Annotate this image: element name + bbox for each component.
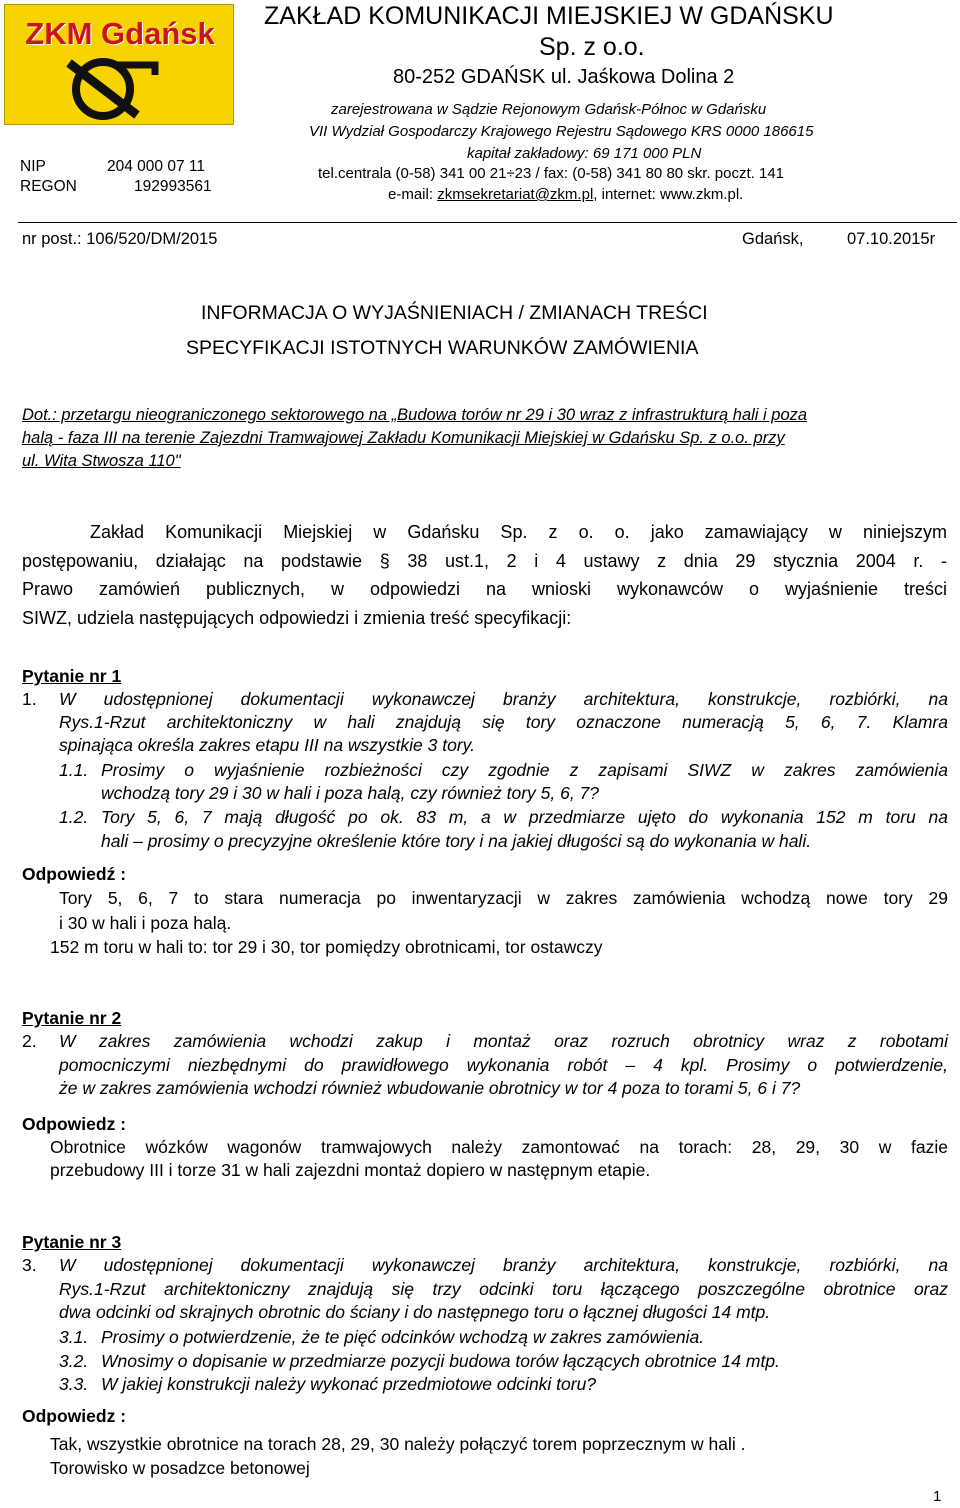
email-label: e-mail: [388, 186, 438, 203]
answer-2-line-1: Obrotnice wózków wagonów tramwajowych należy zamontować na torach: 28, 29, 30 w fazie [50, 1137, 948, 1157]
regon-value: 192993561 [134, 178, 212, 195]
question-3-1-number: 3.1. [59, 1327, 89, 1347]
question-1-number: 1. [22, 689, 37, 709]
intro-line-3: Prawo zamówień publicznych, w odpowiedzi na wnioski wykonawców o wyjaśnienie treści [22, 579, 947, 599]
header-divider [18, 222, 957, 223]
intro-line-4: SIWZ, udziela następujących odpowiedzi i zmienia treść specyfikacji: [22, 608, 572, 628]
question-3-2-number: 3.2. [59, 1351, 89, 1371]
subject-line-1: Dot.: przetargu nieograniczonego sektorowego na „Budowa torów nr 29 i 30 wraz z infrastrukturą hali i poza [22, 406, 808, 424]
intro-line-1: Zakład Komunikacji Miejskiej w Gdańsku Sp. z o. o. jako zamawiający w niniejszym [90, 522, 947, 542]
question-3-line-3: dwa odcinki od skrajnych obrotnic do ściany i do następnego toru o łącznej długości 14 mtp. [59, 1302, 771, 1322]
document-date: 07.10.2015r [847, 230, 936, 248]
question-1-1-line-1: Prosimy o wyjaśnienie rozbieżności czy zgodnie z zapisami SIWZ w zakres zamówienia [101, 760, 948, 780]
contact-line [388, 185, 743, 204]
logo-text: ZKM Gdańsk [25, 16, 215, 51]
question-1-2-line-1: Tory 5, 6, 7 mają długość po ok. 83 m, a w przedmiarze ujęto do wykonania 152 m toru na [101, 807, 948, 827]
answer-1-label: Odpowiedź : [22, 864, 127, 884]
question-3-1-text: Prosimy o potwierdzenie, że te pięć odcinków wchodzą w zakres zamówienia. [101, 1327, 705, 1347]
question-1-line-3: spinająca określa zakres etapu III na wszystkie 3 tory. [59, 735, 475, 755]
answer-2-line-2: przebudowy III i torze 31 w hali zajezdni montaż dopiero w następnym etapie. [50, 1160, 651, 1180]
question-2-line-3: że w zakres zamówienia wchodzi również wbudowanie obrotnicy w tor 4 poza to torami 5, 6 i 7? [59, 1078, 801, 1098]
reference-label: nr post.: [22, 230, 82, 248]
question-1-1-number: 1.1. [59, 760, 89, 780]
company-form: Sp. z o.o. [539, 33, 645, 61]
answer-2-label: Odpowiedz : [22, 1114, 127, 1134]
question-2-line-2: pomocniczymi niezbędnymi do prawidłowego wykonania robót – 4 kpl. Prosimy o potwierdzenie, [59, 1055, 948, 1075]
question-3-line-1: W udostępnionej dokumentacji wykonawczej branży architektura, konstrukcje, rozbiórki, na [59, 1255, 948, 1275]
question-3-line-2: Rys.1-Rzut architektoniczny znajdują się trzy odcinki toru łączącego poszczególne obrotnice oraz [59, 1279, 948, 1299]
question-3-heading: Pytanie nr 3 [22, 1232, 122, 1252]
phone-fax: tel.centrala (0-58) 341 00 21÷23 / fax: (0-58) 341 80 80 skr. poczt. 141 [318, 165, 785, 182]
company-address: 80-252 GDAŃSK ul. Jaśkowa Dolina 2 [393, 66, 735, 88]
subject-line-2: halą - faza III na terenie Zajezdni Tramwajowej Zakładu Komunikacji Miejskiej w Gdańsku Sp. z o.o. przy [22, 429, 785, 447]
document-title-line-1: INFORMACJA O WYJAŚNIENIACH / ZMIANACH TREŚCI [201, 302, 708, 324]
question-3-2-text: Wnosimy o dopisanie w przedmiarze pozycji budowa torów łączących obrotnice 14 mtp. [101, 1351, 780, 1371]
answer-1-line-2: i 30 w hali i poza halą. [59, 913, 232, 933]
document-title-line-2: SPECYFIKACJI ISTOTNYCH WARUNKÓW ZAMÓWIENIA [186, 337, 699, 359]
logo-emblem-icon [5, 5, 235, 126]
question-2-line-1: W zakres zamówienia wchodzi zakup i montaż oraz rozruch obrotnicy wraz z robotami [59, 1031, 948, 1051]
question-1-1-line-2: wchodzą tory 29 i 30 w hali i poza halą, czy również tory 5, 6, 7? [101, 783, 600, 803]
reference-number: 106/520/DM/2015 [86, 230, 218, 248]
answer-1-line-3: 152 m toru w hali to: tor 29 i 30, tor pomiędzy obrotnicami, tor ostawczy [50, 937, 603, 957]
question-1-2-line-2: hali – prosimy o precyzyjne określenie które tory i na jakiej długości są do wykonania w hali. [101, 831, 812, 851]
email-link[interactable]: zkmsekretariat@zkm.pl [437, 186, 594, 203]
question-1-2-number: 1.2. [59, 807, 89, 827]
regon-label: REGON [20, 178, 77, 195]
question-2-heading: Pytanie nr 2 [22, 1008, 122, 1028]
question-1-line-2: Rys.1-Rzut architektoniczny w hali znajdują się tory oznaczone numeracją 5, 6, 7. Klamra [59, 712, 948, 732]
company-logo [4, 4, 234, 125]
registry-line-2: VII Wydział Gospodarczy Krajowego Rejestru Sądowego KRS 0000 186615 [309, 123, 814, 140]
question-2-number: 2. [22, 1031, 37, 1051]
answer-3-label: Odpowiedz : [22, 1406, 127, 1426]
share-capital: kapitał zakładowy: 69 171 000 PLN [467, 145, 702, 162]
question-1-line-1: W udostępnionej dokumentacji wykonawczej branży architektura, konstrukcje, rozbiórki, na [59, 689, 948, 709]
subject-line-3: ul. Wita Stwosza 110" [22, 452, 181, 470]
reference-line [22, 227, 217, 251]
answer-3-line-1: Tak, wszystkie obrotnice na torach 28, 29, 30 należy połączyć torem poprzecznym w hali . [50, 1434, 746, 1454]
question-3-number: 3. [22, 1255, 37, 1275]
question-3-3-number: 3.3. [59, 1374, 89, 1394]
answer-1-line-1: Tory 5, 6, 7 to stara numeracja po inwentaryzacji w zakres zamówienia wchodzą nowe tory 29 [59, 888, 948, 908]
question-1-heading: Pytanie nr 1 [22, 666, 122, 686]
page-number: 1 [933, 1488, 942, 1505]
answer-3-line-2: Torowisko w posadzce betonowej [50, 1458, 310, 1478]
company-name: ZAKŁAD KOMUNIKACJI MIEJSKIEJ W GDAŃSKU [264, 2, 834, 30]
question-3-3-text: W jakiej konstrukcji należy wykonać przedmiotowe odcinki toru? [101, 1374, 597, 1394]
nip-label: NIP [20, 158, 46, 175]
registry-line-1: zarejestrowana w Sądzie Rejonowym Gdańsk-Północ w Gdańsku [331, 101, 767, 118]
intro-line-2: postępowaniu, działając na podstawie § 38 ust.1, 2 i 4 ustawy z dnia 29 stycznia 2004 r. - [22, 551, 947, 571]
internet-text: , internet: www.zkm.pl. [593, 186, 744, 203]
nip-value: 204 000 07 11 [107, 158, 205, 175]
document-city: Gdańsk, [742, 230, 804, 248]
